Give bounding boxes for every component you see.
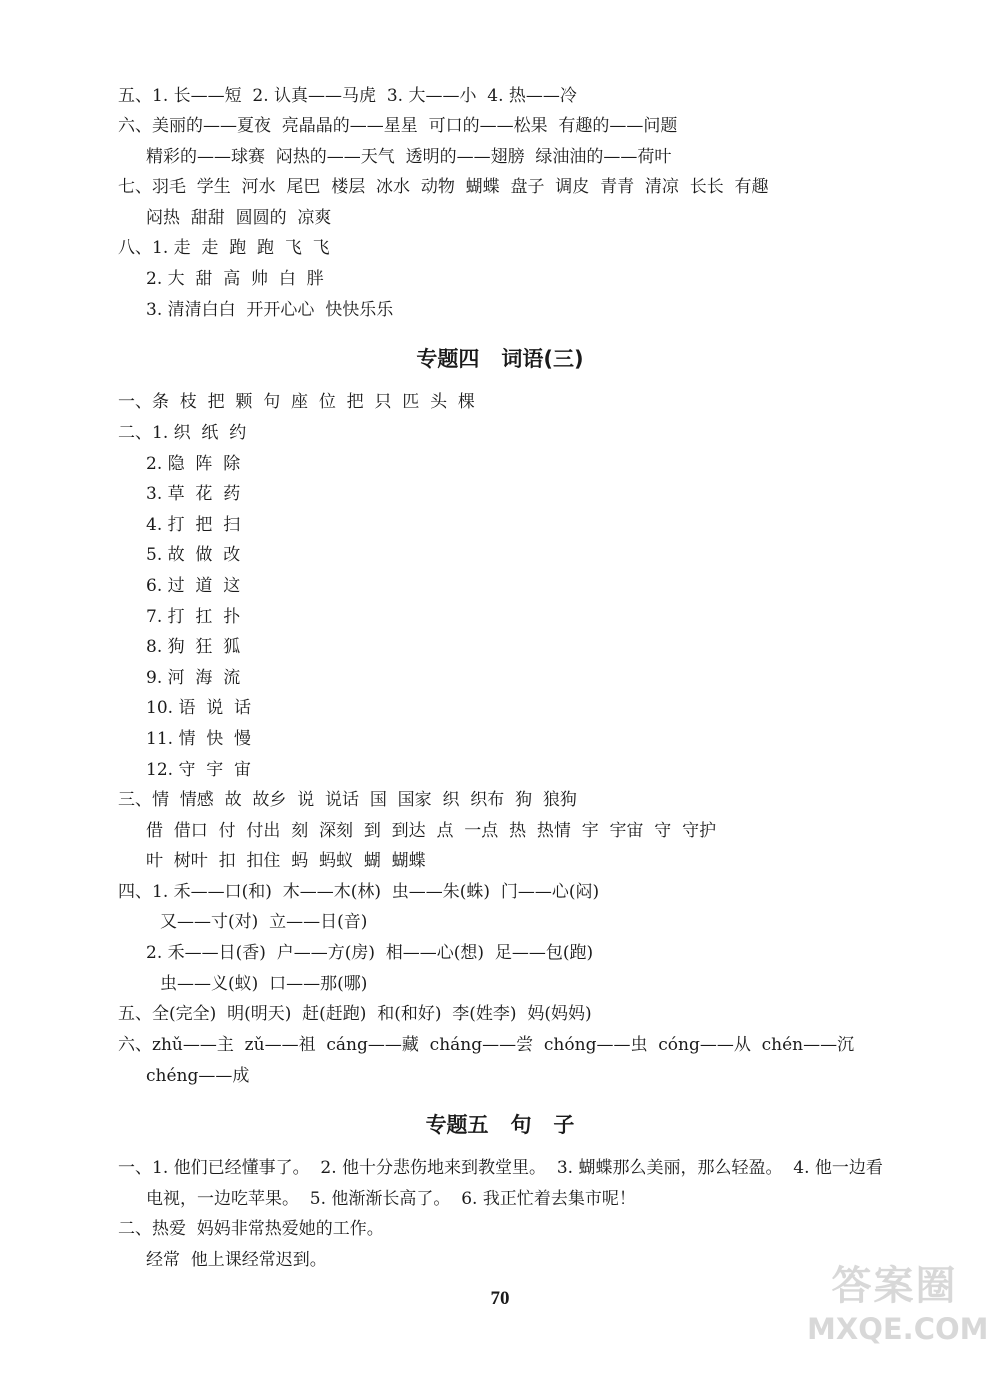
answer-line: 六、zhǔ——主 zǔ——祖 cáng——藏 cháng——尝 chóng——虫 cóng——从 chén——沉 (118, 1035, 855, 1055)
section-heading-5: 专题五 句 子 (425, 1113, 575, 1137)
answer-line: 四、1. 禾——口(和) 木——木(林) 虫——朱(蛛) 门——心(闷) (118, 882, 600, 902)
section-heading-4: 专题四 词语(三) (416, 347, 584, 371)
answer-line: 五、全(完全) 明(明天) 赶(赶跑) 和(和好) 李(姓李) 妈(妈妈) (118, 1004, 592, 1024)
answer-line: 五、1. 长——短 2. 认真——马虎 3. 大——小 4. 热——冷 (118, 86, 577, 106)
answer-line: 一、条 枝 把 颗 句 座 位 把 只 匹 头 棵 (118, 392, 475, 412)
answer-line: 闷热 甜甜 圆圆的 凉爽 (146, 208, 332, 228)
answer-line: 经常 他上课经常迟到。 (146, 1250, 327, 1270)
answer-line: 2. 大 甜 高 帅 白 胖 (146, 269, 324, 289)
answer-line: 2. 隐 阵 除 (146, 454, 241, 474)
answer-line: 12. 守 宇 宙 (146, 760, 252, 780)
answer-line: 虫——义(蚁) 口——那(哪) (160, 974, 368, 994)
answer-line: 七、羽毛 学生 河水 尾巴 楼层 冰水 动物 蝴蝶 盘子 调皮 青青 清凉 长长 有趣 (118, 177, 769, 197)
answer-line: 8. 狗 狂 狐 (146, 637, 241, 657)
page-number: 70 (490, 1288, 510, 1309)
answer-line: 叶 树叶 扣 扣住 蚂 蚂蚁 蝴 蝴蝶 (146, 851, 426, 871)
answer-line: 三、情 情感 故 故乡 说 说话 国 国家 织 织布 狗 狼狗 (118, 790, 577, 810)
answer-line: 电视，一边吃苹果。 5. 他渐渐长高了。 6. 我正忙着去集市呢！ (146, 1189, 636, 1209)
answer-line: 六、美丽的——夏夜 亮晶晶的——星星 可口的——松果 有趣的——问题 (118, 116, 678, 136)
answer-line: 3. 清清白白 开开心心 快快乐乐 (146, 300, 394, 320)
answer-line: 八、1. 走 走 跑 跑 飞 飞 (118, 238, 330, 258)
answer-line: 二、热爱 妈妈非常热爱她的工作。 (118, 1219, 384, 1239)
answer-line: 6. 过 道 这 (146, 576, 241, 596)
answer-line: 2. 禾——日(香) 户——方(房) 相——心(想) 足——包(跑) (146, 943, 594, 963)
answer-line: 二、1. 织 纸 约 (118, 423, 247, 443)
answer-line: 3. 草 花 药 (146, 484, 241, 504)
watermark-logo (807, 1250, 989, 1360)
answer-line: 精彩的——球赛 闷热的——天气 透明的——翅膀 绿油油的——荷叶 (146, 147, 672, 167)
answer-line: 10. 语 说 话 (146, 698, 252, 718)
answer-line: 5. 故 做 改 (146, 545, 241, 565)
watermark-cn-text: 答案圈 (831, 1263, 958, 1309)
answer-line: 11. 情 快 慢 (146, 729, 252, 749)
answer-line: 一、1. 他们已经懂事了。 2. 他十分悲伤地来到教堂里。 3. 蝴蝶那么美丽，那么轻盈。 4. 他一边看 (118, 1158, 883, 1178)
answer-line: 4. 打 把 扫 (146, 515, 241, 535)
answer-line: 借 借口 付 付出 刻 深刻 到 到达 点 一点 热 热情 宇 宇宙 守 守护 (146, 821, 717, 841)
answer-line: 7. 打 扛 扑 (146, 607, 241, 627)
answer-line: 9. 河 海 流 (146, 668, 241, 688)
answer-line: chéng——成 (146, 1066, 250, 1086)
answer-line: 又——寸(对) 立——日(音) (160, 912, 368, 932)
watermark-en-text: MXQE.COM (807, 1312, 989, 1346)
